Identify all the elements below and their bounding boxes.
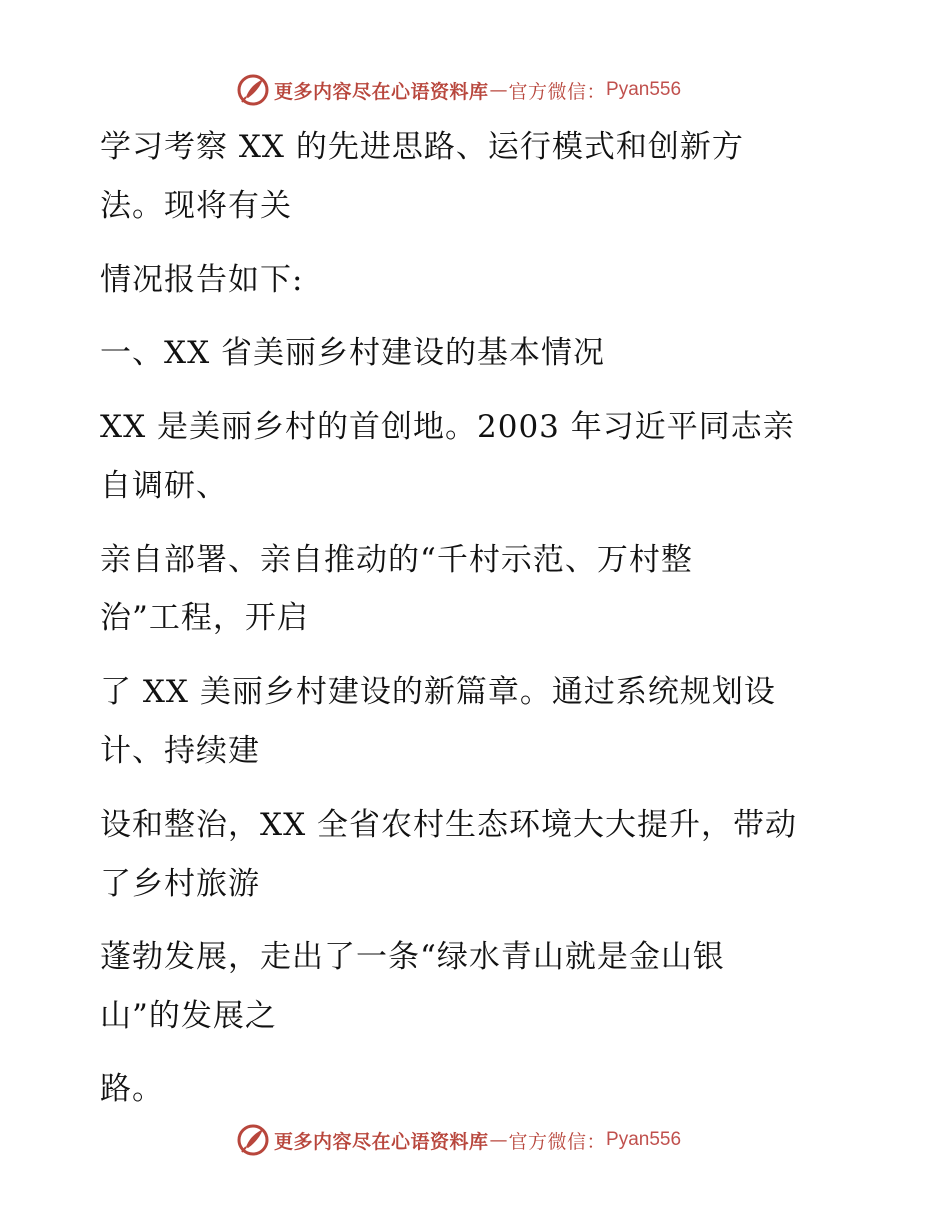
text-line: 法。现将有关 xyxy=(100,188,292,224)
text-line: 情况报告如下: xyxy=(100,262,304,298)
watermark-separator: — xyxy=(489,79,508,101)
watermark-wechat-id: Pyan556 xyxy=(606,79,682,100)
text-line: 治”工程，开启 xyxy=(100,600,309,636)
text-line: 自调研、 xyxy=(100,468,228,504)
text-line: 蓬勃发展，走出了一条“绿水青山就是金山银 xyxy=(100,939,725,975)
quill-logo-icon xyxy=(236,1123,270,1157)
text-line: 了乡村旅游 xyxy=(100,866,260,902)
text-line: 学习考察 XX 的先进思路、运行模式和创新方 xyxy=(100,129,744,165)
text-line: 路。 xyxy=(100,1071,164,1107)
watermark-wechat-id: Pyan556 xyxy=(606,1129,682,1150)
header-watermark xyxy=(236,72,681,108)
quill-logo-icon xyxy=(236,73,270,107)
watermark-wechat-label: 官方微信： xyxy=(508,1130,607,1153)
text-line: XX 是美丽乡村的首创地。2003 年习近平同志亲 xyxy=(100,409,795,445)
section-heading: 一、XX 省美丽乡村建设的基本情况 xyxy=(100,335,605,371)
watermark-text: 更多内容尽在心语资料库 xyxy=(274,80,489,103)
text-line: 了 XX 美丽乡村建设的新篇章。通过系统规划设 xyxy=(100,674,776,710)
text-line: 计、持续建 xyxy=(100,733,260,769)
footer-watermark xyxy=(236,1122,681,1158)
watermark-separator: — xyxy=(489,1129,508,1151)
text-line: 山”的发展之 xyxy=(100,998,277,1034)
watermark-text: 更多内容尽在心语资料库 xyxy=(274,1130,489,1153)
text-line: 设和整治，XX 全省农村生态环境大大提升，带动 xyxy=(100,807,797,843)
text-line: 亲自部署、亲自推动的“千村示范、万村整 xyxy=(100,542,693,578)
watermark-wechat-label: 官方微信： xyxy=(508,80,607,103)
